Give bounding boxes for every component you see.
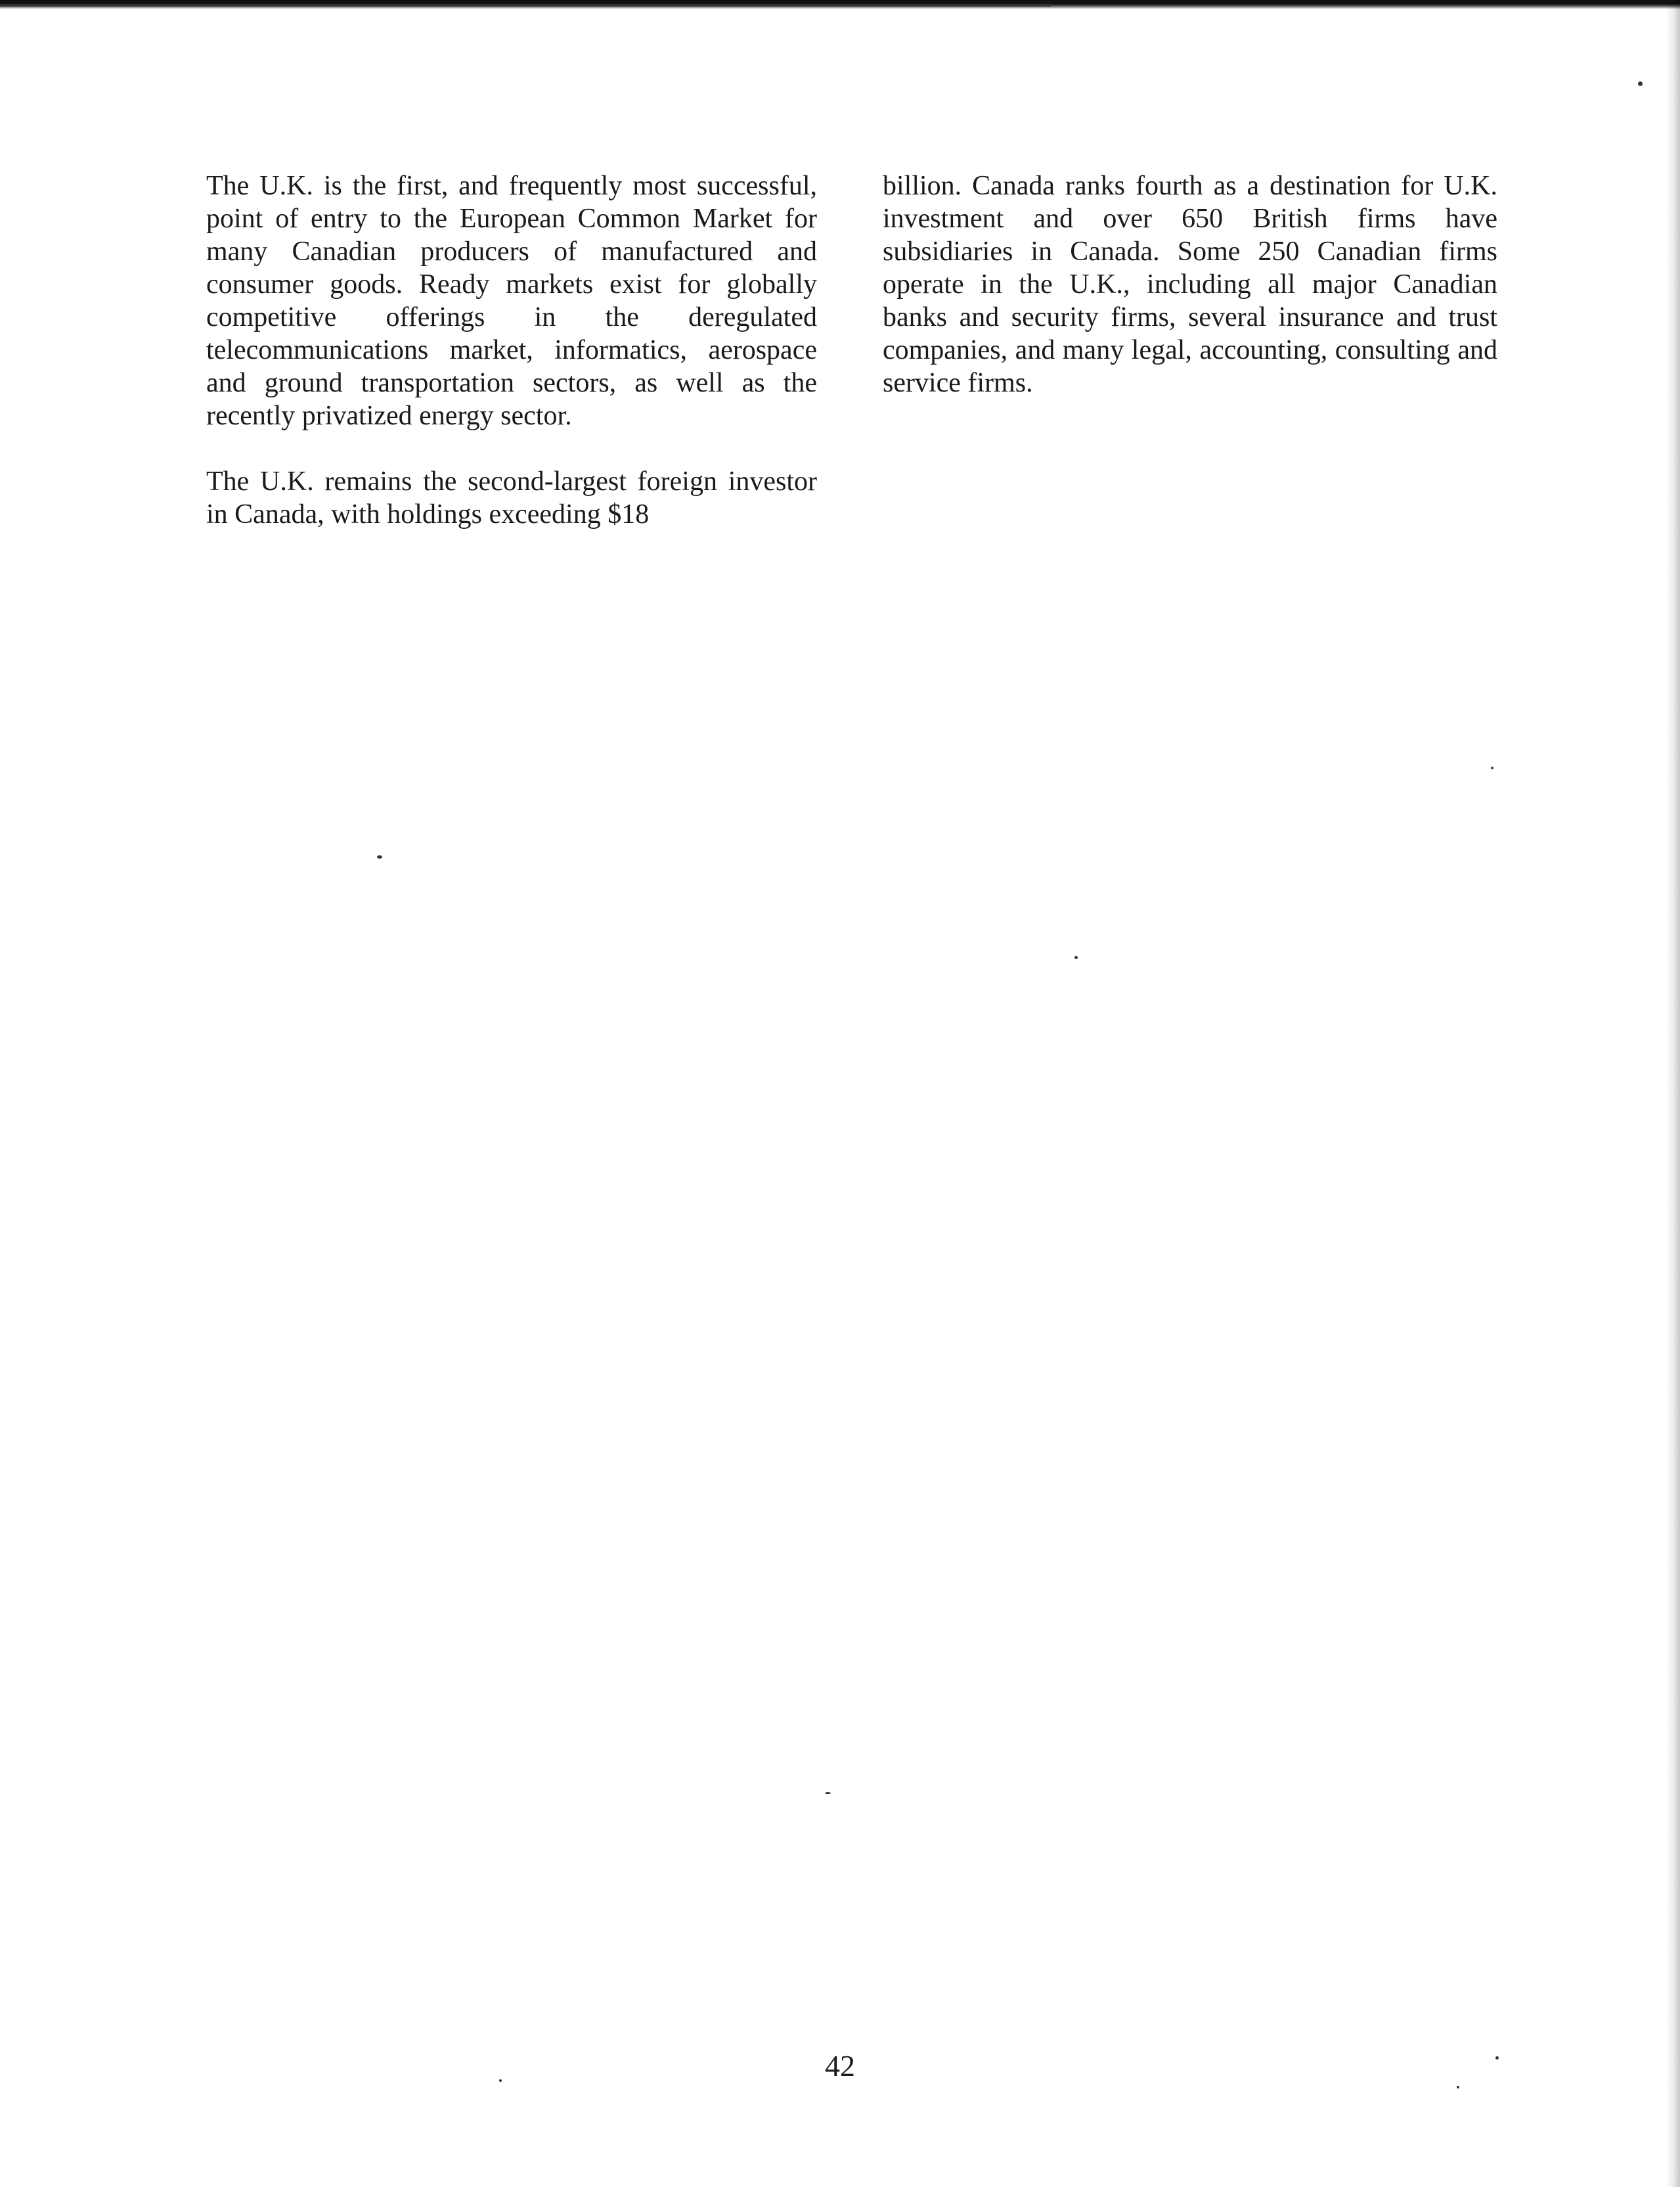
scan-speck [499, 2079, 502, 2082]
right-text-column [883, 169, 1497, 399]
scan-speck [1074, 956, 1078, 959]
left-text-column [206, 169, 817, 531]
paragraph-canada-destination: billion. Canada ranks fourth as a destination for U.K. investment and over 650 British firms have subsidiaries in Canada. Some 250 Canadian firms operate in the U.K., including all major Canadian banks and security firms, several insurance and trust companies, and many legal, accounting, consulting and service firms. [883, 171, 1497, 398]
scan-speck [1495, 2056, 1499, 2060]
page-number: 42 [825, 2049, 855, 2083]
scan-right-edge [1666, 0, 1680, 2187]
scan-top-line [0, 4, 1051, 7]
paragraph-uk-entry-point: The U.K. is the first, and frequently most successful, point of entry to the European Common Market for many Canadian producers of manufactured and consumer goods. Ready markets exist for globally competitive offerings in the deregulated telecommunications market, informatics, aerospace and ground transportation sectors, as well as the recently privatized energy sector. [206, 171, 817, 431]
scan-speck [1638, 81, 1643, 86]
scan-speck [1457, 2086, 1459, 2088]
paragraph-uk-investor: The U.K. remains the second-largest foreign investor in Canada, with holdings exceeding $18 [206, 466, 817, 530]
scan-speck [377, 855, 382, 859]
scan-speck [825, 1792, 831, 1794]
scan-speck [1491, 767, 1493, 769]
